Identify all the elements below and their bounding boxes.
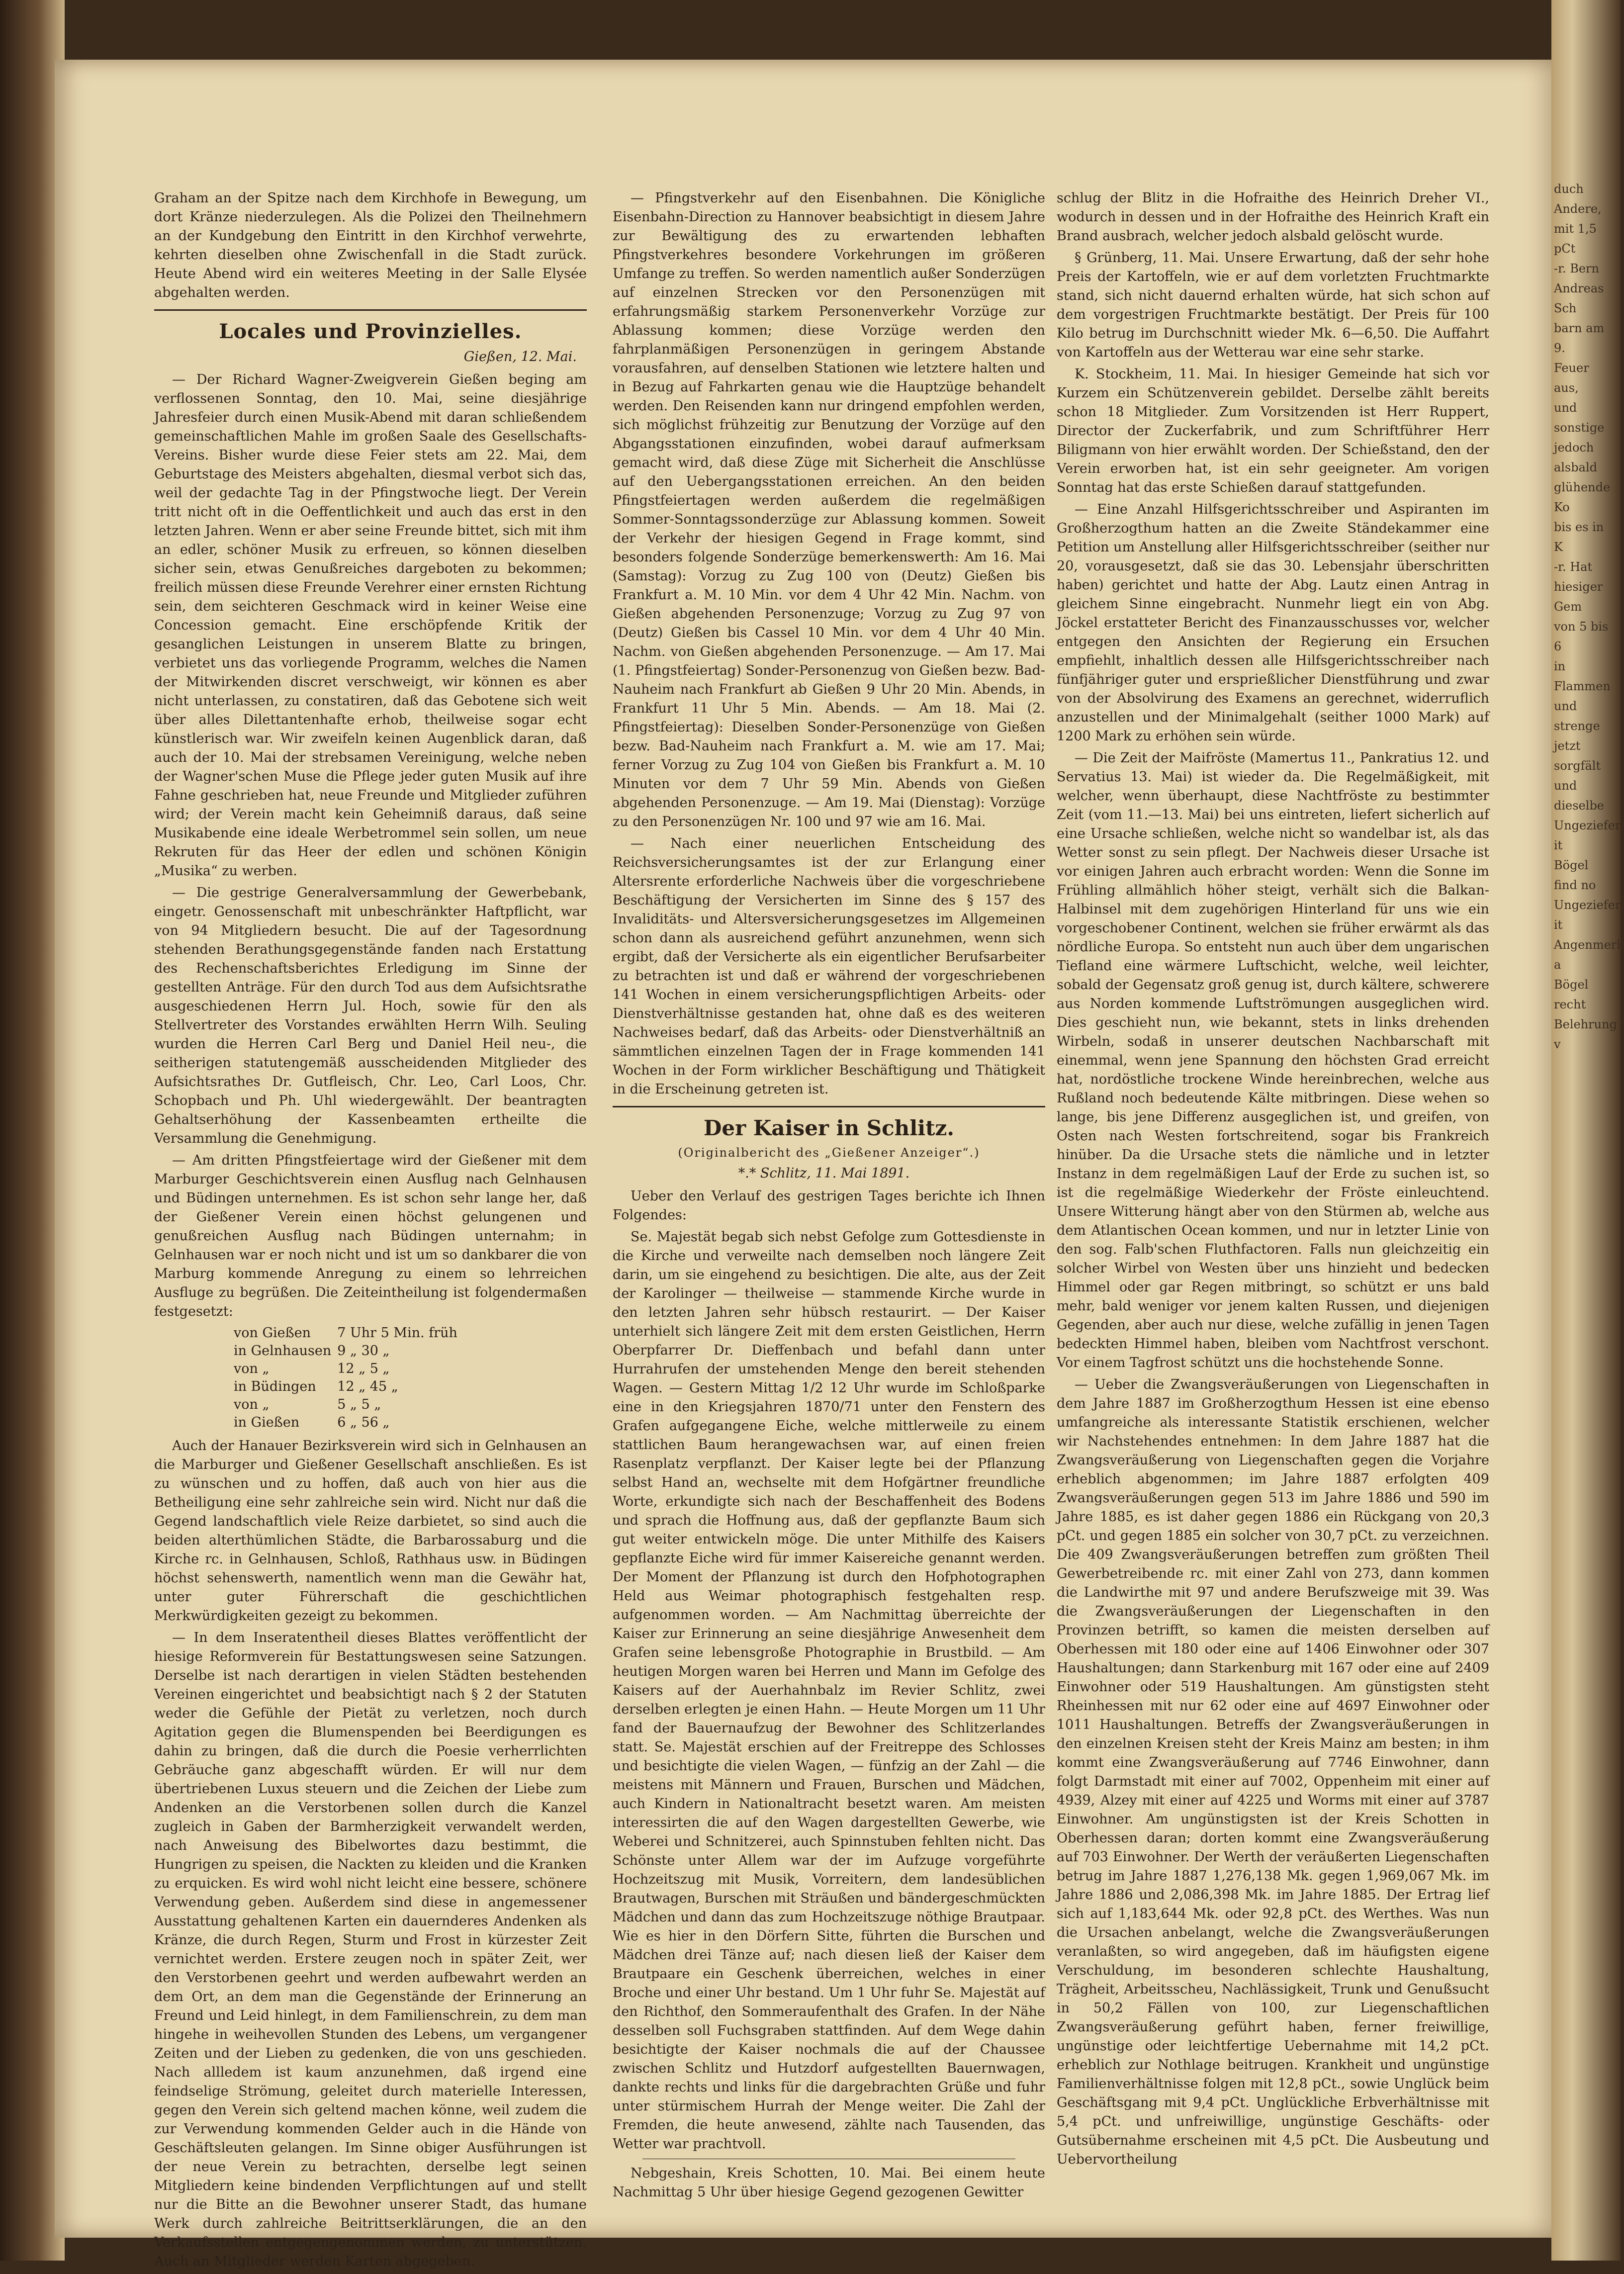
article-maifroeste: — Die Zeit der Maifröste (Mamertus 11., Pankratius 12. und Servatius 13. Mai) ist wieder da. Die Regelmäßigkeit, mit welcher, wenn überhaupt, diese Nachtfröste zu bestimmter Zeit (vom 11.—13. Mai) bei uns eintreten, liefert sicherlich auf eine Ursache schließen, welche nicht so wandelbar ist, als das Wetter sonst zu sein pflegt. Der Nachweis dieser Ursache ist vor einigen Jahren auch erbracht worden: Wenn die Sonne im Frühling allmählich höher steigt, verhält sich die Balkan-Halbinsel mit dem zugehörigen Hinterland für uns wie ein vorgeschobener Continent, welchen sie früher erwärmt als das nördliche Europa. So entsteht nun auch über dem ungarischen Tiefland eine wärmere Luftschicht, welche, weil leichter, sobald der Gegensatz groß genug ist, durch kältere, schwerere aus Norden kommende Luftströmungen ausgeglichen wird. Dies geschieht nun, wie bekannt, stets in links drehenden Wirbeln, sodaß in unserer deutschen Nachbarschaft mit einemmal, wenn jene Spannung den höchsten Grad erreicht hat, nordöstliche trockene Winde hereinbrechen, welche aus Rußland noch bedeutende Kälte mitbringen. Diese wehen so lange, bis jene Differenz ausgeglichen ist, und greifen, von Osten nach Westen fortschreitend, sogar bis Frankreich hinüber. Da die Ursache stets die nämliche und in letzter Instanz in dem regelmäßigen Lauf der Erde zu suchen ist, so ist die regelmäßige Wiederkehr der Fröste einleuchtend. Unsere Witterung hängt aber von den Stürmen ab, welche aus dem Atlantischen Ocean kommen, und nur in letzter Linie von den sog. Falb'schen Fluthfactoren. Falls nun gleichzeitig ein solcher Wirbel von Westen über uns hinzieht und bedecken Himmel oder gar Regen mitbringt, so schützt er uns bald mehr, bald weniger vor jenem kalten Russen, und diejenigen Gegenden, aber auch nur diese, welche zufällig in jenen Tagen bedeckten Himmel haben, bleiben vom Nachtfrost verschont. Vor einem Tagfrost schützt uns die hochstehende Sonne. bbox=[1057, 750, 1489, 1370]
article-reformverein: — In dem Inseratentheil dieses Blattes veröffentlicht der hiesige Reformverein für Bestattungswesen seine Satzungen. Derselbe ist nach derartigen in vielen Städten bestehenden Vereinen eingerichtet und beabsichtigt nach § 2 der Statuten weder die Gefühle der Pietät zu verletzen, noch durch Agitation gegen die Blumenspenden bei Beerdigungen es dahin zu bringen, daß die durch die Poesie verherrlichten Gebräuche ganz abgeschafft würden. Er will nur dem übertriebenen Luxus steuern und die Zeichen der Liebe zum Andenken an die Verstorbenen sollen durch die Kanzel zugleich in Gaben der Barmherzigkeit verwandelt werden, nach Anweisung des Bibelwortes dazu bestimmt, die Hungrigen zu speisen, die Nackten zu kleiden und die Kranken zu erquicken. Es wird wohl nicht leicht eine bessere, schönere Verwendung geben. Außerdem sind diese in angemessener Ausstattung gehaltenen Karten ein dauernderes Andenken als Kränze, die durch Regen, Sturm und Frost in kürzester Zeit vernichtet werden. Erstere zeugen noch in später Zeit, wer den Verstorbenen geehrt und werden aufbewahrt werden an dem Ort, an dem man die Gegenstände der Erinnerung an Freund und Leid hinlegt, in dem Familienschrein, zu dem man hingehe in weihevollen Stunden des Lebens, um vergangener Zeiten und der Lieben zu gedenken, die von uns geschieden. Nach allledem ist kaum anzunehmen, daß irgend eine feindselige Strömung, geleitet durch materielle Interessen, gegen den Verein sich geltend machen könne, weil zudem die zur Verwendung kommenden Gelder auch in die Hände von Geschäftsleuten gelangen. Im Sinne obiger Ausführungen ist der neue Verein zu betrachten, derselbe legt seinen Mitgliedern keine bindenden Verpflichtungen auf und stellt nur die Bitte an die Bewohner unserer Stadt, das humane Werk durch zahlreiche Beitrittserklärungen, die an den Verkaufsstellen entgegengenommen werden, zu unterstützen. Auch an Mitglieder werden Karten abgegeben. bbox=[154, 1630, 587, 2269]
timetable-row: von „ 12 „ 5 „ bbox=[234, 1361, 390, 1376]
article-ausflug-cont: Auch der Hanauer Bezirksverein wird sich in Gelnhausen an die Marburger und Gießener Gesellschaft anschließen. Es ist zu wünschen und zu hoffen, daß auch von hier aus die Betheiligung eine sehr zahlreiche sein wird. Nicht nur daß die Gegend landschaftlich viele Reize darbietet, so sind auch die beiden alterthümlichen Städte, die Barbarossaburg und die Kirche rc. in Gelnhausen, Schloß, Rathhaus usw. in Büdingen höchst sehenswerth, namentlich wenn man die Gewähr hat, unter guter Führerschaft die geschichtlichen Merkwürdigkeiten gezeigt zu bekommen. bbox=[154, 1438, 587, 1624]
article-ausflug: — Am dritten Pfingstfeiertage wird der Gießener mit dem Marburger Geschichtsverein einen Ausflug nach Gelnhausen und Büdingen unternehmen. Es ist schon sehr lange her, daß der Gießener Verein einen höchst gelungenen und genußreichen Ausflug nach Büdingen unternahm; in Gelnhausen war er noch nicht und ist um so dankbarer die von Marburg kommende Anregung zu einem so lehrreichen Ausfluge zu begrüßen. Die Zeiteintheilung ist folgendermaßen festgesetzt: bbox=[154, 1153, 587, 1319]
article-gruenberg: § Grünberg, 11. Mai. Unsere Erwartung, daß der sehr hohe Preis der Kartoffeln, wie er auf dem vorletzten Fruchtmarkte stand, sich nicht dauernd erhalten würde, hat sich schon auf dem vorgestrigen Fruchtmarkte bestätigt. Der Preis für 100 Kilo betrug im Durchschnitt wieder Mk. 6—6,50. Die Auffahrt von Kartoffeln aus der Wetterau war eine sehr starke. bbox=[1057, 250, 1489, 360]
column-2 bbox=[613, 189, 1045, 2205]
dateline: Gießen, 12. Mai. bbox=[463, 349, 577, 364]
timetable bbox=[234, 1324, 463, 1432]
article-title: Der Kaiser in Schlitz. bbox=[703, 1116, 955, 1140]
article-stockheim: K. Stockheim, 11. Mai. In hiesiger Gemeinde hat sich vor Kurzem ein Schützenverein gebildet. Derselbe zählt bereits schon 18 Mitglieder. Zum Vorsitzenden ist Herr Ruppert, Director der Zuckerfabrik, und zum Schriftführer Herr Biligmann von hier erwählt worden. Der Schießstand, den der Verein erworben hat, ist ein sehr geeigneter. Am vorigen Sonntag hat das erste Schießen darauf stattgefunden. bbox=[1057, 366, 1489, 495]
timetable-row: von „ 5 „ 5 „ bbox=[234, 1397, 381, 1412]
article-wagner-verein: — Der Richard Wagner-Zweigverein Gießen beging am verflossenen Sonntag, den 10. Mai, seine diesjährige Jahresfeier durch einen Musik-Abend mit daran schließendem gemeinschaftlichen Mahle im großen Saale des Gesellschafts-Vereins. Bisher wurde diese Feier stets am 22. Mai, dem Geburtstage des Meisters abgehalten, diesmal verbot sich das, weil der gedachte Tag in der Pfingstwoche liegt. Der Verein tritt nicht oft in die Oeffentlichkeit und auch das erst in den letzten Jahren. Wenn er aber seine Freunde bittet, sich mit ihm an edler, schöner Musik zu erfreuen, so können dieselben sicher sein, etwas Genußreiches dargeboten zu bekommen; freilich müssen diese Freunde Verehrer einer ernsten Richtung sein, dem seichteren Geschmack wird in keiner Weise eine Concession gemacht. Eine erschöpfende Kritik der gesanglichen Leistungen in unserem Blatte zu bringen, verbietet uns das vorliegende Programm, welches die Namen der Mitwirkenden discret verschweigt, wir können es aber nicht unterlassen, zu constatiren, daß das Gebotene sich weit über alles Dilettantenhafte erhob, theilweise sogar echt künstlerisch war. Wir zweifeln keinen Augenblick daran, daß auch der 10. Mai der strebsamen Vereinigung, welche neben der Wagner'schen Muse die Pflege jeder guten Musik auf ihre Fahne geschrieben hat, neue Freunde und Mitglieder zuführen wird; der Verein macht kein Geheimniß daraus, daß seine Musikabende eine ideale Werbetrommel sein sollen, um neue Rekruten für das Heer der edlen und schönen Königin „Musika“ zu werben. bbox=[154, 372, 587, 879]
dateline: *.* Schlitz, 11. Mai 1891. bbox=[738, 1166, 910, 1181]
section-rule bbox=[154, 309, 587, 311]
next-page-text-fragment: duch Andere, mit 1,5 pCt -r. Bern Andreas Sch barn am 9. Feuer aus, und sonstige jedoch alsbald glühende Ko bis es in K -r. Hat hiesiger Gem von 5 bis 6 in Flammen und strenge jetzt sorgfält und dieselbe Ungeziefer it Bögel find no Ungeziefer it Angenmerk a Bögel recht Belehrung v bbox=[1554, 182, 1624, 1051]
column-3 bbox=[1057, 189, 1489, 2172]
article-subtitle: (Originalbericht des „Gießener Anzeiger“.) bbox=[678, 1146, 980, 1160]
article-nebgeshain-cont: schlug der Blitz in die Hofraithe des Heinrich Dreher VI., wodurch in dessen und in der Hofraithe des Heinrich Kraft ein Brand ausbrach, welcher jedoch alsbald gelöscht wurde. bbox=[1057, 190, 1489, 244]
timetable-row: in Gelnhausen 9 „ 30 „ bbox=[234, 1343, 390, 1359]
article-continuation: Graham an der Spitze nach dem Kirchhofe in Bewegung, um dort Kränze niederzulegen. Als die Polizei den Theilnehmern an der Kundgebung den Eintritt in den Kirchhof verwehrte, kehrten dieselben ohne Zwischenfall in die Stadt zurück. Heute Abend wird ein weiteres Meeting in der Salle Elysée abgehalten werden. bbox=[154, 190, 587, 300]
timetable-row: in Gießen 6 „ 56 „ bbox=[234, 1415, 390, 1430]
article-zwangsveraeusserungen: — Ueber die Zwangsveräußerungen von Liegenschaften in dem Jahre 1887 im Großherzogthum Hessen ist eine ebenso umfangreiche als interessante Statistik erschienen, welcher wir Nachstehendes entnehmen: In dem Jahre 1887 hat die Zwangsveräußerung von Liegenschaften gegen die Vorjahre erheblich abgenommen; im Jahre 1887 erfolgten 409 Zwangsveräußerungen gegen 513 im Jahre 1886 und 590 im Jahre 1885, es ist daher gegen 1886 ein Rückgang von 20,3 pCt. und gegen 1885 ein solcher von 30,7 pCt. zu verzeichnen. Die 409 Zwangsveräußerungen betreffen zum größten Theil Gewerbetreibende rc. mit einer Zahl von 273, dann kommen die Landwirthe mit 97 und andere Berufszweige mit 39. Was die Zwangsveräußerungen der Liegenschaften in den Provinzen betrifft, so kamen die meisten derselben auf Oberhessen mit 180 oder eine auf 1406 Einwohner oder 307 Haushaltungen; dann Starkenburg mit 167 oder eine auf 2409 Einwohner oder 519 Haushaltungen. Am günstigsten steht Rheinhessen mit nur 62 oder eine auf 4697 Einwohner oder 1011 Haushaltungen. Betreffs der Zwangsveräußerungen in den einzelnen Kreisen steht der Kreis Mainz am besten; in ihm kommt eine Zwangsveräußerung auf 7746 Einwohner, dann folgt Darmstadt mit einer auf 7002, Oppenheim mit einer auf 4939, Alzey mit einer auf 4225 und Worms mit einer auf 3787 Einwohner. Am ungünstigsten ist der Kreis Schotten in Oberhessen daran; dorten kommt eine Zwangsveräußerung auf 703 Einwohner. Der Werth der veräußerten Liegenschaften betrug im Jahre 1887 1,276,138 Mk. gegen 1,969,067 Mk. im Jahre 1886 und 2,086,398 Mk. im Jahre 1885. Der Ertrag lief sich auf 1,183,644 Mk. oder 92,8 pCt. des Werthes. Was nun die Ursachen anbelangt, welche die Zwangsveräußerungen veranlaßten, so wird angegeben, daß im häufigsten eigene Verschuldung, im besonderen schlechte Haushaltung, Trägheit, Arbeitsscheu, Nachlässigkeit, Trunk und Genußsucht in 50,2 Fällen von 100, zur Liegenschaftlichen Zwangsveräußerung geführt haben, ferner freiwillige, ungünstige oder leichtfertige Uebernahme mit 14,2 pCt. erheblich zur Nothlage beitrugen. Krankheit und ungünstige Familienverhältnisse folgen mit 12,8 pCt., sowie Unglück beim Geschäftsgang mit 9,4 pCt. Unglückliche Erbverhältnisse mit 5,4 pCt. und unfreiwillige, ungünstige Geschäfts- oder Gutsübernahme erscheinen mit 4,5 pCt. Die Ausbeutung und Uebervortheilung bbox=[1057, 1377, 1489, 2167]
section-title: Locales und Provinzielles. bbox=[219, 320, 522, 343]
article-kaiser-body: Se. Majestät begab sich nebst Gefolge zum Gottesdienste in die Kirche und verweilte nach demselben noch längere Zeit darin, um sie eingehend zu besichtigen. Die alte, aus der Zeit der Karolinger — theilweise — stammende Kirche wurde in den letzten Jahren sehr hübsch restaurirt. — Der Kaiser unterhielt sich längere Zeit mit dem ersten Geistlichen, Herrn Oberpfarrer Dr. Dieffenbach und befahl dann unter Hurrahrufen der umstehenden Menge den bereit stehenden Wagen. — Gestern Mittag 1/2 12 Uhr wurde im Schloßparke eine in den Kriegsjahren 1870/71 unter den Fenstern des Grafen aufgegangene Eiche, welche mittlerweile zu einem stattlichen Baum herangewachsen war, auf einen freien Rasenplatz verpflanzt. Der Kaiser legte bei der Pflanzung selbst Hand an, wechselte mit dem Hofgärtner freundliche Worte, erkundigte sich nach der Beschaffenheit des Bodens und sprach die Hoffnung aus, daß der gepflanzte Baum sich gut weiter entwickeln möge. Die unter Mithilfe des Kaisers gepflanzte Eiche wird für immer Kaisereiche genannt werden. Der Moment der Pflanzung ist durch den Hofphotographen Held aus Weimar photographisch festgehalten resp. aufgenommen worden. — Am Nachmittag überreichte der Kaiser zur Erinnerung an seine diesjährige Anwesenheit dem Grafen seine lebensgroße Photographie in Brustbild. — Am heutigen Morgen waren bei Herren und Mann im Gefolge des Kaisers auf der Auerhahnbalz im Revier Schlitz, zwei derselben erlegten je einen Hahn. — Heute Morgen um 11 Uhr fand der Bauernaufzug der Bewohner des Schlitzerlandes statt. Se. Majestät erschien auf der Freitreppe des Schlosses und besichtigte die vielen Wagen, — fünfzig an der Zahl — die meistens mit Männern und Frauen, Burschen und Mädchen, auch Kindern in Nationaltracht besetzt waren. Am meisten interessirten die auf den Wagen dargestellten Gewerbe, wie Weberei und Schnitzerei, auch Spinnstuben fehlten nicht. Das Schönste unter Allem war der im Aufzuge vorgeführte Hochzeitszug mit Musik, Vorreitern, dem landesüblichen Brautwagen, Burschen mit Sträußen und bändergeschmückten Mädchen und dann das zum Hochzeitszuge nöthige Brautpaar. Wie es hier in den Dörfern Sitte, führten die Burschen und Mädchen drei Tänze auf; nach diesen ließ der Kaiser dem Brautpaare ein Geschenk überreichen, welches in einer Broche und einer Uhr bestand. Um 1 Uhr fuhr Se. Majestät auf den Richthof, den Sommeraufenthalt des Grafen. In der Nähe desselben soll Fuchsgraben stattfinden. Auf dem Wege dahin besichtigte der Kaiser nochmals die auf der Chaussee zwischen Schlitz und Hutzdorf aufgestellten Bauernwagen, dankte rechts und links für die dargebrachten Grüße und fuhr unter stürmischem Hurrah der Menge weiter. Die Zahl der Fremden, die heute anwesend, zählte nach Tausenden, das Wetter war prachtvoll. bbox=[613, 1229, 1045, 2152]
article-altersrente: — Nach einer neuerlichen Entscheidung des Reichsversicherungsamtes ist der zur Erlangung einer Altersrente erforderliche Nachweis über die vorgeschriebene Beschäftigung der Versicherten im Sinne des § 157 des Invaliditäts- und Altersversicherungsgesetzes im Allgemeinen schon dann als ausreichend geführt anzunehmen, wenn sich ergibt, daß der Versicherte als ein eigentlicher Berufsarbeiter zu betrachten ist und daß er während der vorgeschriebenen 141 Wochen in einem versicherungspflichtigen Arbeits- oder Dienstverhältnisse gestanden hat, ohne daß es des weiteren Nachweises bedarf, daß das Arbeits- oder Dienstverhältniß an sämmtlichen einzelnen Tagen der in Frage kommenden 141 Wochen in der Form wirklicher Beschäftigung und Thätigkeit in die Erscheinung getreten ist. bbox=[613, 836, 1045, 1097]
timetable-row: in Büdingen 12 „ 45 „ bbox=[234, 1379, 398, 1394]
timetable-row: von Gießen 7 Uhr 5 Min. früh bbox=[234, 1325, 457, 1341]
article-hilfsgerichtsschreiber: — Eine Anzahl Hilfsgerichtsschreiber und Aspiranten im Großherzogthum hatten an die Zweite Ständekammer eine Petition um Anstellung aller Hilfsgerichtsschreiber (seither nur 20, vorausgesetzt, daß sie das 30. Lebensjahr überschritten haben) gerichtet und hatte der Abg. Lautz einen Antrag in gleichem Sinne eingebracht. Nunmehr liegt ein von Abg. Jöckel erstatteter Bericht des Finanzausschusses vor, welcher entgegen den Ansichten der Regierung ein Ersuchen empfiehlt, inhaltlich dessen alle Hilfsgerichtsschreiber nach fünfjähriger guter und ersprießlicher Dienstführung und zwar von der Absolvirung des Examens an gerechnet, widerruflich anzustellen und der Minimalgehalt (seither 1000 Mark) auf 1200 Mark zu erhöhen sein würde. bbox=[1057, 502, 1489, 744]
article-gewerbebank: — Die gestrige Generalversammlung der Gewerbebank, eingetr. Genossenschaft mit unbeschränkter Haftpflicht, war von 94 Mitgliedern besucht. Die auf der Tagesordnung stehenden Berathungsgegenstände fanden nach Erstattung des Rechenschaftsberichtes Erledigung im Sinne der gestellten Anträge. Für den durch Tod aus dem Aufsichtsrathe ausgeschiedenen Herrn Jul. Hoch, sowie für den als Stellvertreter des Vorstandes erwählten Herrn Wilh. Seuling wurden die Herren Carl Berg und Daniel Heil neu-, die seitherigen statutengemäß ausscheidenden Mitglieder des Aufsichtsrathes Dr. Gutfleisch, Chr. Leo, Carl Loos, Chr. Schopbach und Ph. Uhl wiedergewählt. Der beantragten Gehaltserhöhung der Kassenbeamten ertheilte die Versammlung die Genehmigung. bbox=[154, 885, 587, 1146]
column-1 bbox=[154, 189, 587, 2274]
article-kaiser-intro: Ueber den Verlauf des gestrigen Tages berichte ich Ihnen Folgendes: bbox=[613, 1188, 1045, 1223]
section-rule bbox=[613, 1106, 1045, 1107]
article-nebgeshain: Nebgeshain, Kreis Schotten, 10. Mai. Bei einem heute Nachmittag 5 Uhr über hiesige Gegend gezogenen Gewitter bbox=[613, 2166, 1045, 2200]
article-pfingstverkehr: — Pfingstverkehr auf den Eisenbahnen. Die Königliche Eisenbahn-Direction zu Hannover beabsichtigt in diesem Jahre zur Bewältigung des zu erwartenden lebhaften Pfingstverkehres besondere Vorkehrungen im größeren Umfange zu treffen. So werden namentlich außer Sonderzügen auf einzelnen Strecken vor den Personenzügen mit erfahrungsmäßig starkem Personenverkehr Vorzüge zur Ablassung kommen; diese Vorzüge werden den fahrplanmäßigen Personenzügen in geringem Abstande vorausfahren, auf denselben Stationen wie letztere halten und in Bezug auf Fahrkarten genau wie die Hauptzüge behandelt werden. Den Reisenden kann nur dringend empfohlen werden, sich möglichst frühzeitig zur Benutzung der Vorzüge auf den Abgangsstationen einzufinden, wobei darauf aufmerksam gemacht wird, daß diese Züge mit Sicherheit die Anschlüsse auf den Uebergangsstationen erreichen. An den beiden Pfingstfeiertagen werden außerdem die regelmäßigen Sommer-Sonntagssonderzüge zur Ablassung kommen. Soweit der Verkehr der hiesigen Gegend in Frage kommt, sind besonders folgende Sonderzüge bemerkenswerth: Am 16. Mai (Samstag): Vorzug zu Zug 100 von (Deutz) Gießen bis Frankfurt a. M. 10 Min. vor dem 4 Uhr 42 Min. Nachm. von Gießen abgehenden Personenzuge; Vorzug zu Zug 97 von (Deutz) Gießen bis Cassel 10 Min. vor dem 4 Uhr 40 Min. Nachm. von Gießen abgehenden Personenzuge. — Am 17. Mai (1. Pfingstfeiertag) Sonder-Personenzug von Gießen bezw. Bad-Nauheim nach Frankfurt ab Gießen 9 Uhr 20 Min. Abends, in Frankfurt 11 Uhr 5 Min. Abends. — Am 18. Mai (2. Pfingstfeiertag): Dieselben Sonder-Personenzüge von Gießen bezw. Bad-Nauheim nach Frankfurt a. M. wie am 17. Mai; ferner Vorzug zu Zug 104 von Gießen bis Frankfurt a. M. 10 Minuten vor dem 7 Uhr 59 Min. Abends von Gießen abgehenden Personenzuge. — Am 19. Mai (Dienstag): Vorzüge zu den Personenzügen Nr. 100 und 97 wie am 16. Mai. bbox=[613, 190, 1045, 829]
